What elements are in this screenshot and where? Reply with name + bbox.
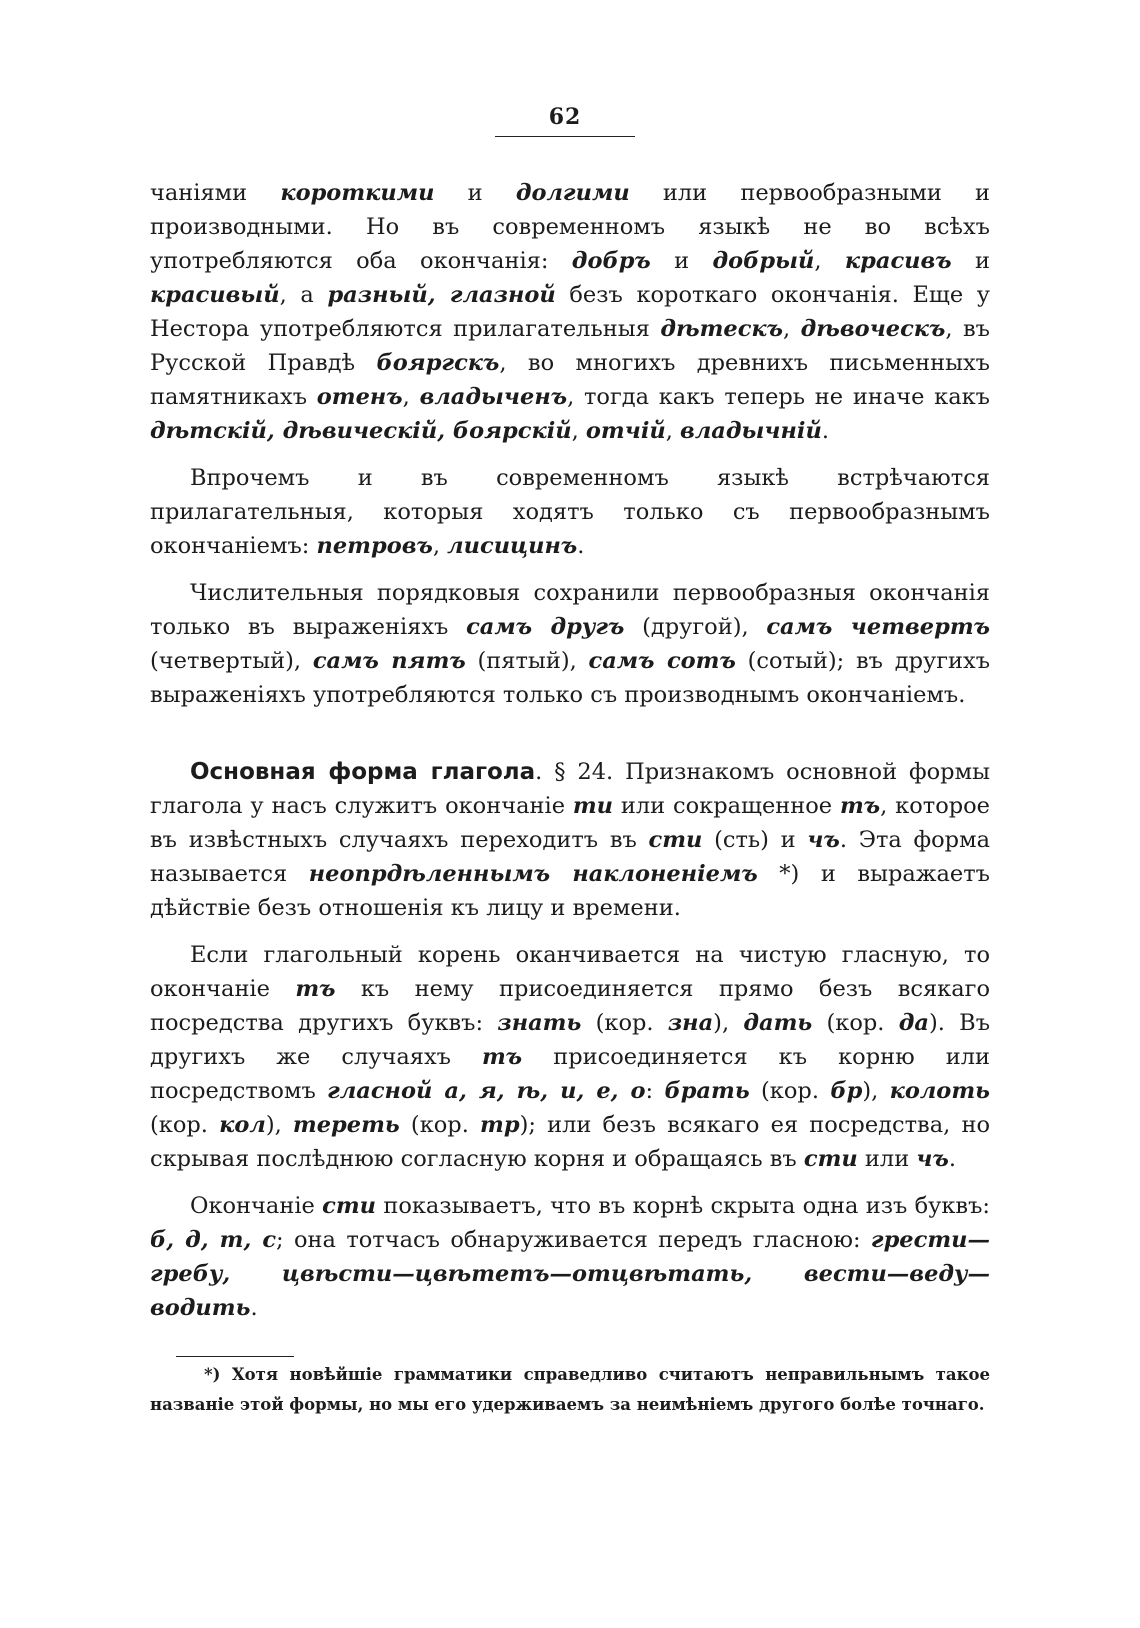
text-run: чаніями [150, 180, 281, 206]
text-run: присоединяется къ корню или посредствомъ [150, 1044, 990, 1104]
text-run: , [571, 418, 586, 444]
italic-term: самъ четвертъ [766, 614, 990, 640]
italic-term: неопрдѣленнымъ наклоненіемъ [308, 861, 758, 887]
text-run: ; она тотчасъ обнаруживается передъ гласною: [276, 1227, 871, 1253]
italic-term: петровъ [316, 533, 433, 559]
text-run: Впрочемъ и въ современномъ языкѣ встрѣчаются прилагательныя, которыя ходятъ только съ первообразнымъ окончаніемъ: [150, 465, 990, 559]
text-run: или первообразными и производными. Но въ современномъ языкѣ не во всѣхъ употребляются оба окончанія: [150, 180, 990, 274]
text-run: (пятый), [465, 648, 589, 674]
text-run: къ нему присоединяется прямо безъ всякаго посредства другихъ буквъ: [150, 976, 990, 1036]
paragraph [150, 176, 990, 448]
text-run: . Эта форма называется [150, 827, 991, 887]
text-run: или сокращенное [613, 793, 840, 819]
text-run: , [432, 533, 448, 559]
text-run: (кор. [150, 1112, 220, 1138]
text-run: и [951, 248, 990, 274]
italic-term: тереть [292, 1112, 400, 1138]
italic-term: владыченъ [419, 384, 568, 410]
text-run: (кор. [581, 1010, 668, 1036]
italic-term: бояргскъ [376, 350, 500, 376]
page-header [495, 104, 635, 137]
italic-term: чъ [807, 827, 840, 853]
text-run: . § 24. Признакомъ основной формы глагола у насъ служитъ окончаніе [150, 759, 990, 819]
paragraph [150, 461, 990, 563]
italic-term: грести—гребу, цвѣсти—цвѣтетъ—отцвѣтать, вести—веду—водить [150, 1227, 990, 1321]
italic-term: б, д, т, с [150, 1227, 277, 1253]
text-run: Окончаніе [190, 1193, 323, 1219]
page-number: 62 [548, 104, 582, 130]
italic-term: отенъ [316, 384, 403, 410]
italic-term: красивый [150, 282, 280, 308]
text-run: (другой), [624, 614, 767, 640]
text-run: , тогда какъ теперь не иначе какъ [567, 384, 990, 410]
text-run: ). Въ другихъ же случаяхъ [150, 1010, 991, 1070]
italic-term: дѣвоческъ [800, 316, 946, 342]
text-run: . [250, 1295, 258, 1321]
text-run: . [577, 533, 585, 559]
italic-term: сти [322, 1193, 377, 1219]
italic-term: тъ [295, 976, 336, 1002]
footnote: *) Хотя новѣйшіе грамматики справедливо считаютъ неправильнымъ такое названіе этой формы, но мы его удерживаемъ за неимѣніемъ другого болѣе точнаго. [150, 1365, 990, 1414]
text-run: и [434, 180, 516, 206]
section-gap [150, 725, 990, 755]
italic-term: ти [572, 793, 614, 819]
italic-term: короткими [280, 180, 435, 206]
text-run: (четвертый), [150, 648, 313, 674]
italic-term: бр [830, 1078, 863, 1104]
text-run: , а [279, 282, 328, 308]
footnote-rule [176, 1356, 294, 1357]
text-run: *) и выражаетъ дѣйствіе безъ отношенія къ лицу и времени. [150, 861, 990, 921]
section-heading: Основная форма глагола [190, 759, 536, 785]
italic-term: да [898, 1010, 929, 1036]
italic-term: кол [219, 1112, 266, 1138]
italic-term: тъ [482, 1044, 523, 1070]
text-run: . [821, 418, 829, 444]
italic-term: гласной а, я, ѣ, и, е, о [327, 1078, 646, 1104]
text-run: (сотый); въ другихъ выраженіяхъ употребляются только съ производнымъ окончаніемъ. [150, 648, 991, 708]
italic-term: дѣтескъ [660, 316, 783, 342]
text-run: : [645, 1078, 665, 1104]
header-rule [495, 136, 635, 137]
italic-term: колоть [889, 1078, 990, 1104]
text-run: . [948, 1146, 956, 1172]
text-run: (сть) и [702, 827, 808, 853]
text-run: , [402, 384, 420, 410]
italic-term: брать [664, 1078, 750, 1104]
italic-term: зна [667, 1010, 714, 1036]
italic-term: дать [743, 1010, 813, 1036]
text-run: ); или безъ всякаго ея посредства, но скрывая послѣднюю согласную корня и обращаясь въ [150, 1112, 990, 1172]
italic-term: владычній [680, 418, 822, 444]
italic-term: сти [803, 1146, 858, 1172]
italic-term: добръ [571, 248, 651, 274]
paragraph [150, 755, 990, 925]
italic-term: тъ [839, 793, 881, 819]
italic-term: лисицинъ [447, 533, 578, 559]
italic-term: самъ сотъ [588, 648, 736, 674]
italic-term: добрый [712, 248, 815, 274]
text-run: Числительныя порядковыя сохранили первообразныя окончанія только въ выраженіяхъ [150, 580, 990, 640]
paragraph [150, 938, 990, 1176]
text-run: , [665, 418, 681, 444]
text-run: ), [265, 1112, 293, 1138]
italic-term: самъ другъ [466, 614, 625, 640]
text-run: (кор. [749, 1078, 831, 1104]
italic-term: чъ [916, 1146, 949, 1172]
italic-term: тр [480, 1112, 520, 1138]
text-run: , во многихъ древнихъ письменныхъ памятникахъ [150, 350, 990, 410]
text-run: безъ короткаго окончанія. Еще у Нестора употребляются прилагательныя [150, 282, 990, 342]
text-run: ), [713, 1010, 744, 1036]
text-run: , [814, 248, 845, 274]
italic-term: дѣтскій, дѣвическій, боярскій [150, 418, 572, 444]
paragraph [150, 576, 990, 712]
italic-term: разный, глазной [327, 282, 556, 308]
text-run: (кор. [399, 1112, 481, 1138]
body-text [150, 176, 990, 1338]
text-run: , въ Русской Правдѣ [150, 316, 990, 376]
italic-term: сти [648, 827, 703, 853]
text-run: , которое въ извѣстныхъ случаяхъ переходитъ въ [150, 793, 991, 853]
text-run: Если глагольный корень оканчивается на чистую гласную, то окончаніе [150, 942, 990, 1002]
italic-term: знать [497, 1010, 582, 1036]
italic-term: долгими [515, 180, 630, 206]
italic-term: красивъ [844, 248, 952, 274]
text-run: , [783, 316, 801, 342]
text-run: или [857, 1146, 917, 1172]
text-run: и [650, 248, 713, 274]
text-run: (кор. [812, 1010, 899, 1036]
italic-term: самъ пятъ [312, 648, 466, 674]
text-run: показываетъ, что въ корнѣ скрыта одна изъ буквъ: [376, 1193, 990, 1219]
paragraph [150, 1189, 990, 1325]
italic-term: отчій [585, 418, 666, 444]
text-run: ), [862, 1078, 890, 1104]
